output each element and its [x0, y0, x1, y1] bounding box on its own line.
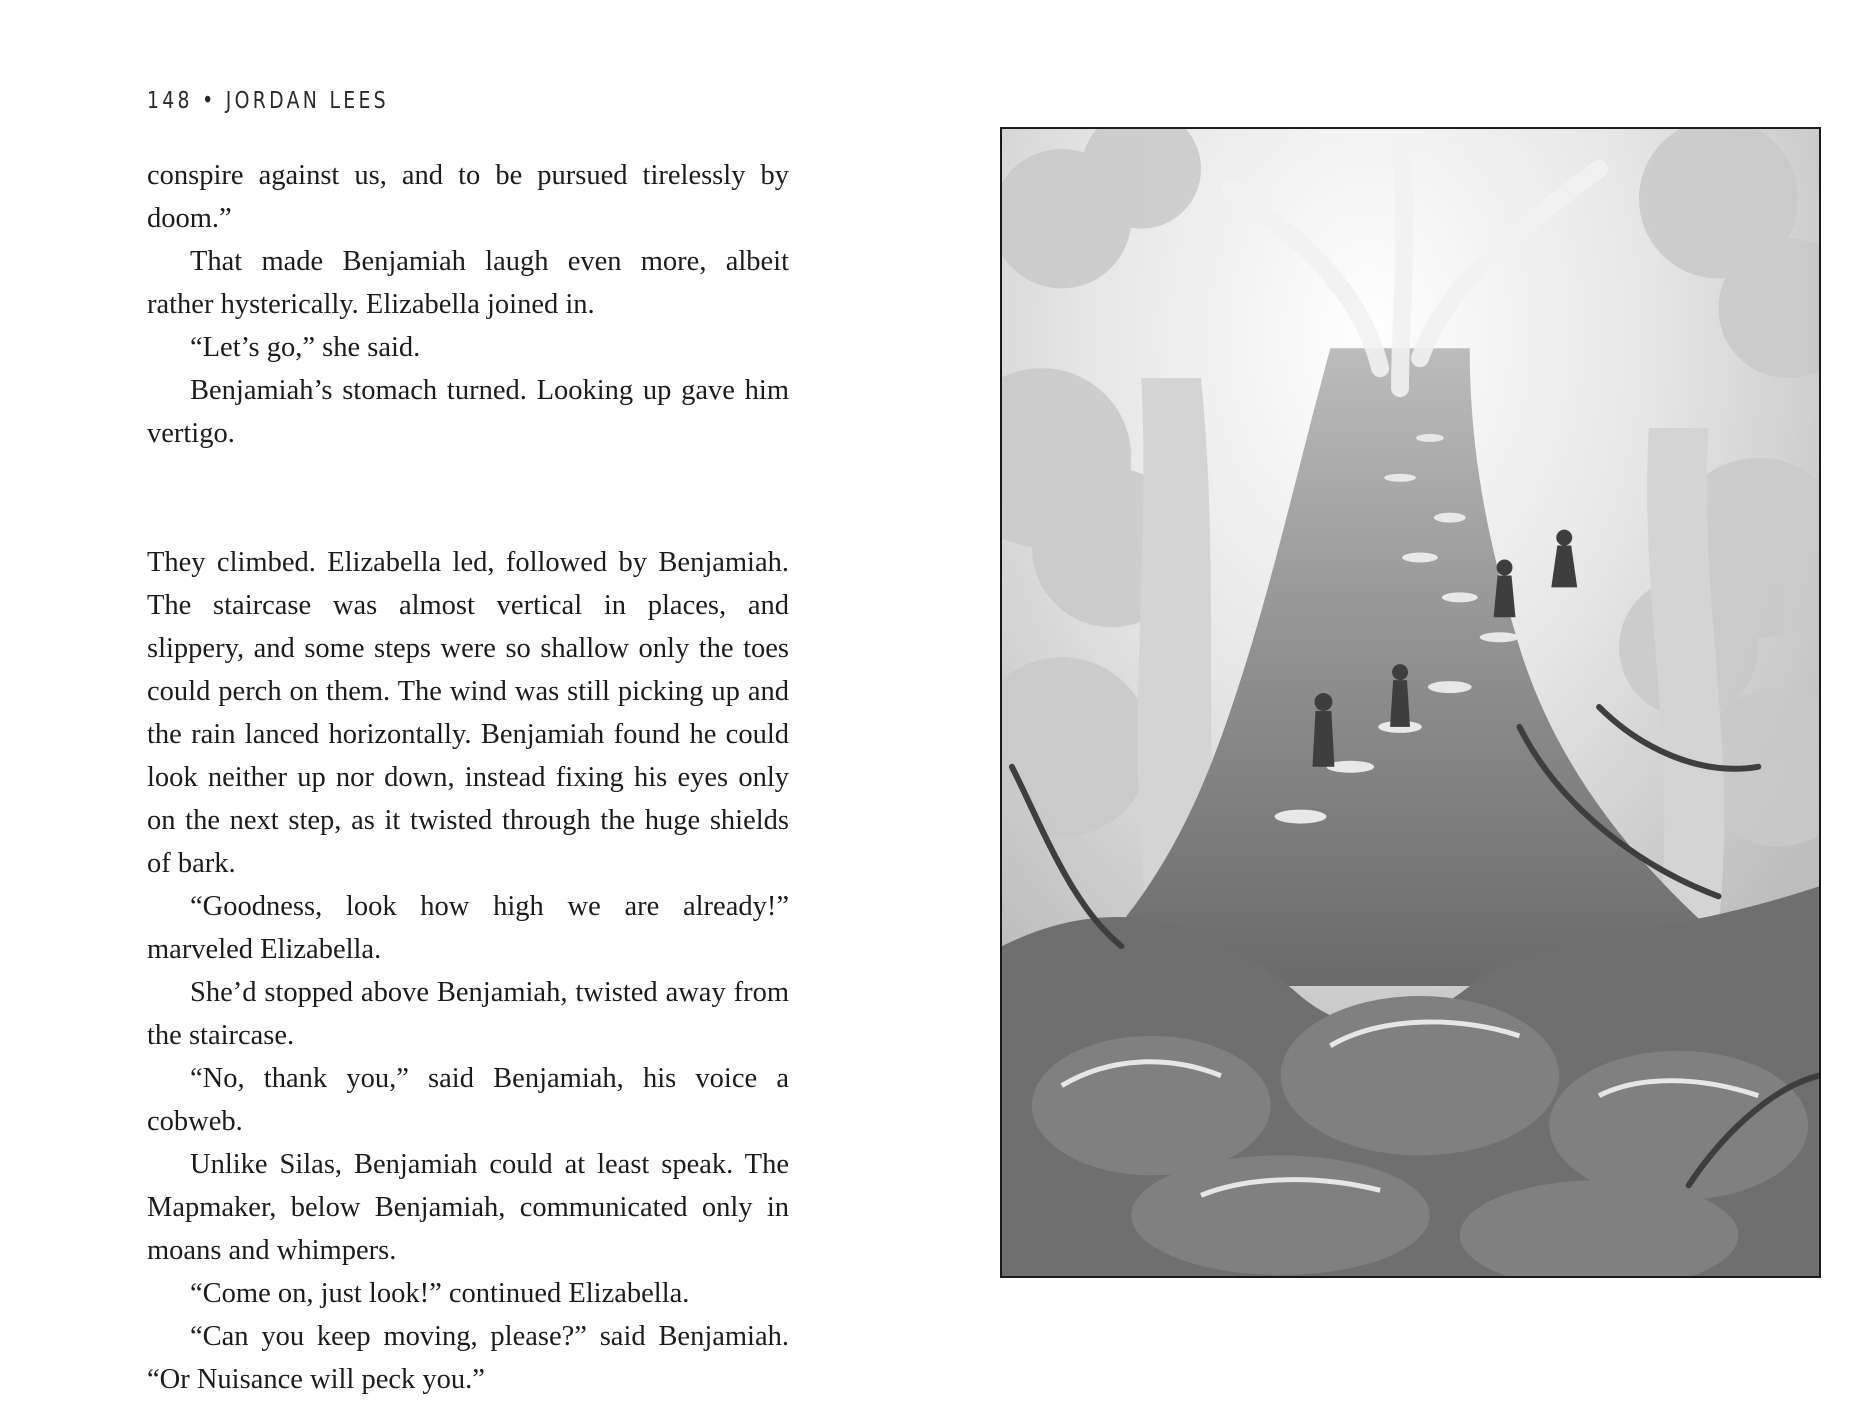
paragraph: conspire against us, and to be pursued tirelessly by doom.”: [147, 160, 789, 234]
paragraph: “Goodness, look how high we are already!” marveled Elizabella.: [147, 891, 789, 965]
tree-illustration: [1000, 127, 1821, 1278]
paragraph: That made Benjamiah laugh even more, albeit rather hysterically. Elizabella joined in.: [147, 246, 789, 320]
figure-bottom: [1312, 693, 1334, 767]
paragraph: “Come on, just look!” continued Elizabella.: [190, 1278, 690, 1309]
paragraph: Benjamiah’s stomach turned. Looking up gave him vertigo.: [147, 375, 789, 449]
paragraph: “Can you keep moving, please?” said Benjamiah. “Or Nuisance will peck you.”: [147, 1321, 789, 1395]
tree-illustration-art: [1002, 129, 1819, 1276]
paragraph: “Let’s go,” she said.: [190, 332, 421, 363]
paragraph: She’d stopped above Benjamiah, twisted away from the staircase.: [147, 977, 789, 1051]
page-text: [147, 154, 789, 1401]
figure-third: [1390, 664, 1410, 727]
paragraph: “No, thank you,” said Benjamiah, his voice a cobweb.: [147, 1063, 789, 1137]
text-section-after-break: [147, 541, 789, 1401]
text-section-before-break: [147, 154, 789, 455]
figure-second: [1494, 559, 1516, 617]
paragraph: They climbed. Elizabella led, followed by Benjamiah. The staircase was almost vertical in places, and slippery, and some steps were so shallow only the toes could perch on them. The wind was still picking up and the rain lanced horizontally. Benjamiah found he could look neither up nor down, instead fixing his eyes only on the next step, as it twisted through the huge shields of bark.: [147, 547, 789, 879]
paragraph: Unlike Silas, Benjamiah could at least speak. The Mapmaker, below Benjamiah, communicated only in moans and whimpers.: [147, 1149, 789, 1266]
section-break: [147, 455, 789, 541]
running-head: 148 • JORDAN LEES: [147, 88, 389, 114]
